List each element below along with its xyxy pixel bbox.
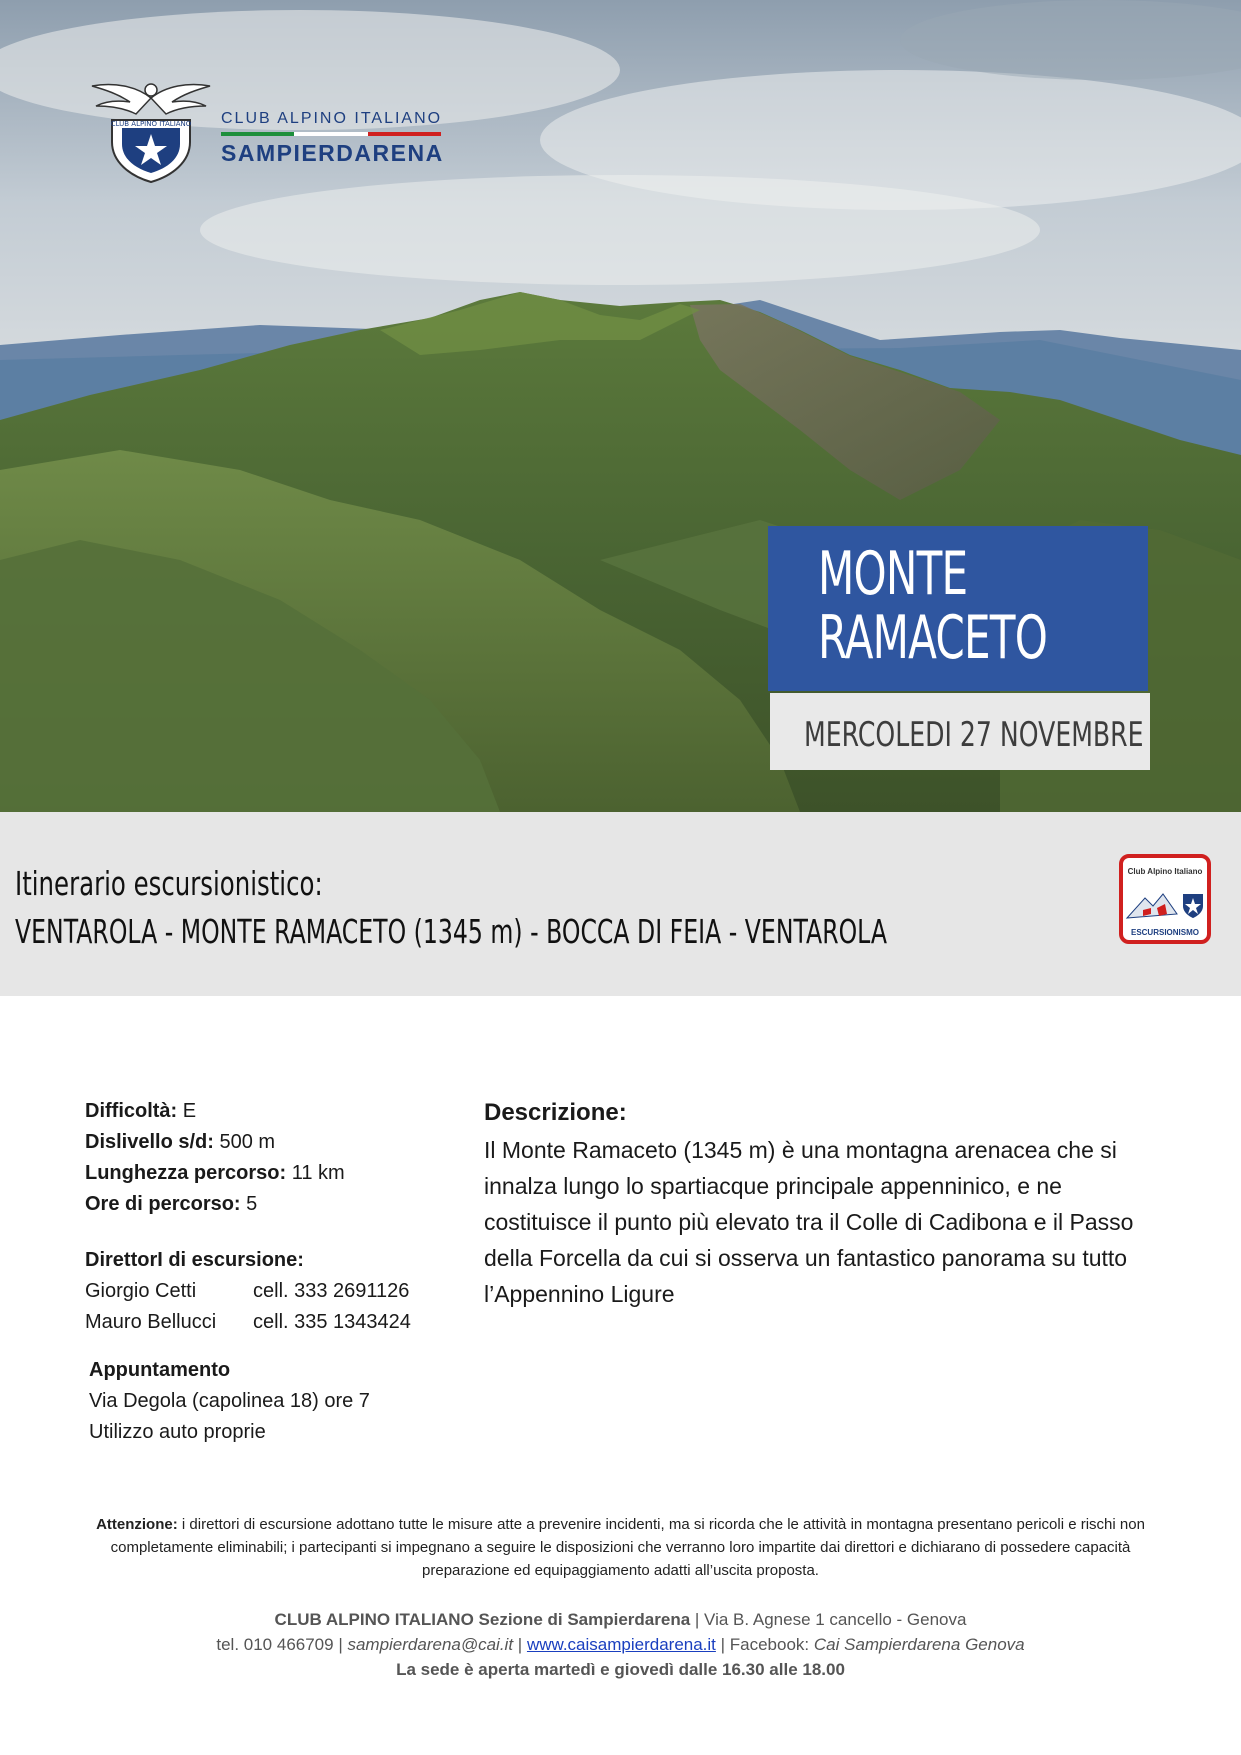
logo-seal-text: CLUB ALPINO ITALIANO <box>110 120 192 128</box>
footer-facebook-label: | Facebook: <box>715 1635 814 1654</box>
itinerary-label: Itinerario escursionistico: <box>15 864 323 903</box>
appointment-section <box>89 1355 370 1448</box>
warning-label: Attenzione: <box>96 1516 178 1533</box>
elevation-label: Dislivello s/d: <box>85 1131 214 1153</box>
event-title-box <box>768 526 1148 691</box>
elevation-row <box>85 1127 345 1158</box>
difficulty-row <box>85 1096 345 1127</box>
director-phone[interactable]: cell. 333 2691126 <box>253 1280 410 1302</box>
footer-line-1 <box>70 1607 1171 1632</box>
elevation-value: 500 m <box>213 1131 276 1153</box>
itinerary-route: VENTAROLA - MONTE RAMACETO (1345 m) - BOCCA DI FEIA - VENTAROLA <box>15 912 887 951</box>
appointment-heading-text: Appuntamento <box>89 1359 231 1381</box>
director-name: Mauro Bellucci <box>85 1311 217 1333</box>
footer-org: CLUB ALPINO ITALIANO Sezione di Sampierdarena <box>274 1610 691 1629</box>
event-date-box <box>770 693 1150 770</box>
length-value: 11 km <box>286 1162 345 1184</box>
footer-opening-hours: La sede è aperta martedì e giovedì dalle 16.30 alle 18.00 <box>396 1660 845 1679</box>
director-row <box>85 1276 411 1307</box>
directors-heading <box>85 1245 411 1276</box>
footer-website-link[interactable]: www.caisampierdarena.it <box>526 1635 716 1654</box>
badge-top-text: Club Alpino Italiano <box>1127 867 1203 876</box>
description-section <box>484 1098 1144 1312</box>
event-title-line2: RAMACETO <box>818 603 1048 673</box>
description-heading: Descrizione: <box>484 1099 627 1126</box>
directors-heading-text: DirettorI di escursione: <box>85 1249 304 1271</box>
difficulty-value: E <box>177 1100 197 1122</box>
director-row <box>85 1307 411 1338</box>
badge-bottom-text: ESCURSIONISMO <box>1130 928 1199 937</box>
logo-club-name: CLUB ALPINO ITALIANO <box>221 110 443 127</box>
description-text: Il Monte Ramaceto (1345 m) è una montagna arenacea che si innalza lungo lo spartiacque principale appenninico, e ne costituisce il punto più elevato tra il Colle di Cadibona e il Passo della Forcella da cui si osserva un fantastico panorama su tutto l’Appennino Ligure <box>484 1137 1134 1307</box>
footer-contacts <box>70 1607 1171 1682</box>
hours-label: Ore di percorso: <box>85 1193 241 1215</box>
director-name: Giorgio Cetti <box>85 1280 197 1302</box>
footer-separator: | <box>513 1635 527 1654</box>
gruppo-escursionismo-badge <box>1119 854 1211 944</box>
mountain-flags-icon <box>1123 884 1207 924</box>
footer-address: | Via B. Agnese 1 cancello - Genova <box>690 1610 967 1629</box>
event-date: MERCOLEDI 27 NOVEMBRE <box>804 715 1144 755</box>
hours-row <box>85 1189 345 1220</box>
length-label: Lunghezza percorso: <box>85 1162 287 1184</box>
appointment-place: Via Degola (capolinea 18) ore 7 <box>89 1390 370 1412</box>
appointment-heading <box>89 1355 370 1386</box>
cai-sampierdarena-logo[interactable] <box>86 76 456 186</box>
appointment-transport: Utilizzo auto proprie <box>89 1421 266 1443</box>
director-phone[interactable]: cell. 335 1343424 <box>253 1311 411 1333</box>
safety-warning <box>70 1513 1171 1582</box>
excursion-details <box>85 1096 345 1220</box>
cai-eagle-shield-icon <box>86 76 216 186</box>
footer-email[interactable]: sampierdarena@cai.it <box>347 1635 514 1654</box>
hours-value: 5 <box>240 1193 258 1215</box>
length-row <box>85 1158 345 1189</box>
event-title <box>818 539 1048 673</box>
directors-section <box>85 1245 411 1338</box>
logo-section-name: SAMPIERDARENA <box>221 140 444 166</box>
footer-line-2 <box>70 1632 1171 1657</box>
warning-text: i direttori di escursione adottano tutte le misure atte a prevenire incidenti, ma si ricorda che le attività in montagna presentano pericoli e rischi non completamente eliminabili; i partecipanti si impegnano a seguire le disposizioni che verranno loro impartite dai direttori e dichiarano di possedere capacità preparazione ed equipaggiamento adatti all’uscita proposta. <box>110 1516 1145 1579</box>
event-title-line1: MONTE <box>818 539 968 609</box>
difficulty-label: Difficoltà: <box>85 1100 178 1122</box>
italian-flag-stripe <box>221 132 441 136</box>
footer-facebook[interactable]: Cai Sampierdarena Genova <box>813 1635 1025 1654</box>
itinerary-band <box>0 812 1241 996</box>
footer-phone: tel. 010 466709 | <box>216 1635 348 1654</box>
